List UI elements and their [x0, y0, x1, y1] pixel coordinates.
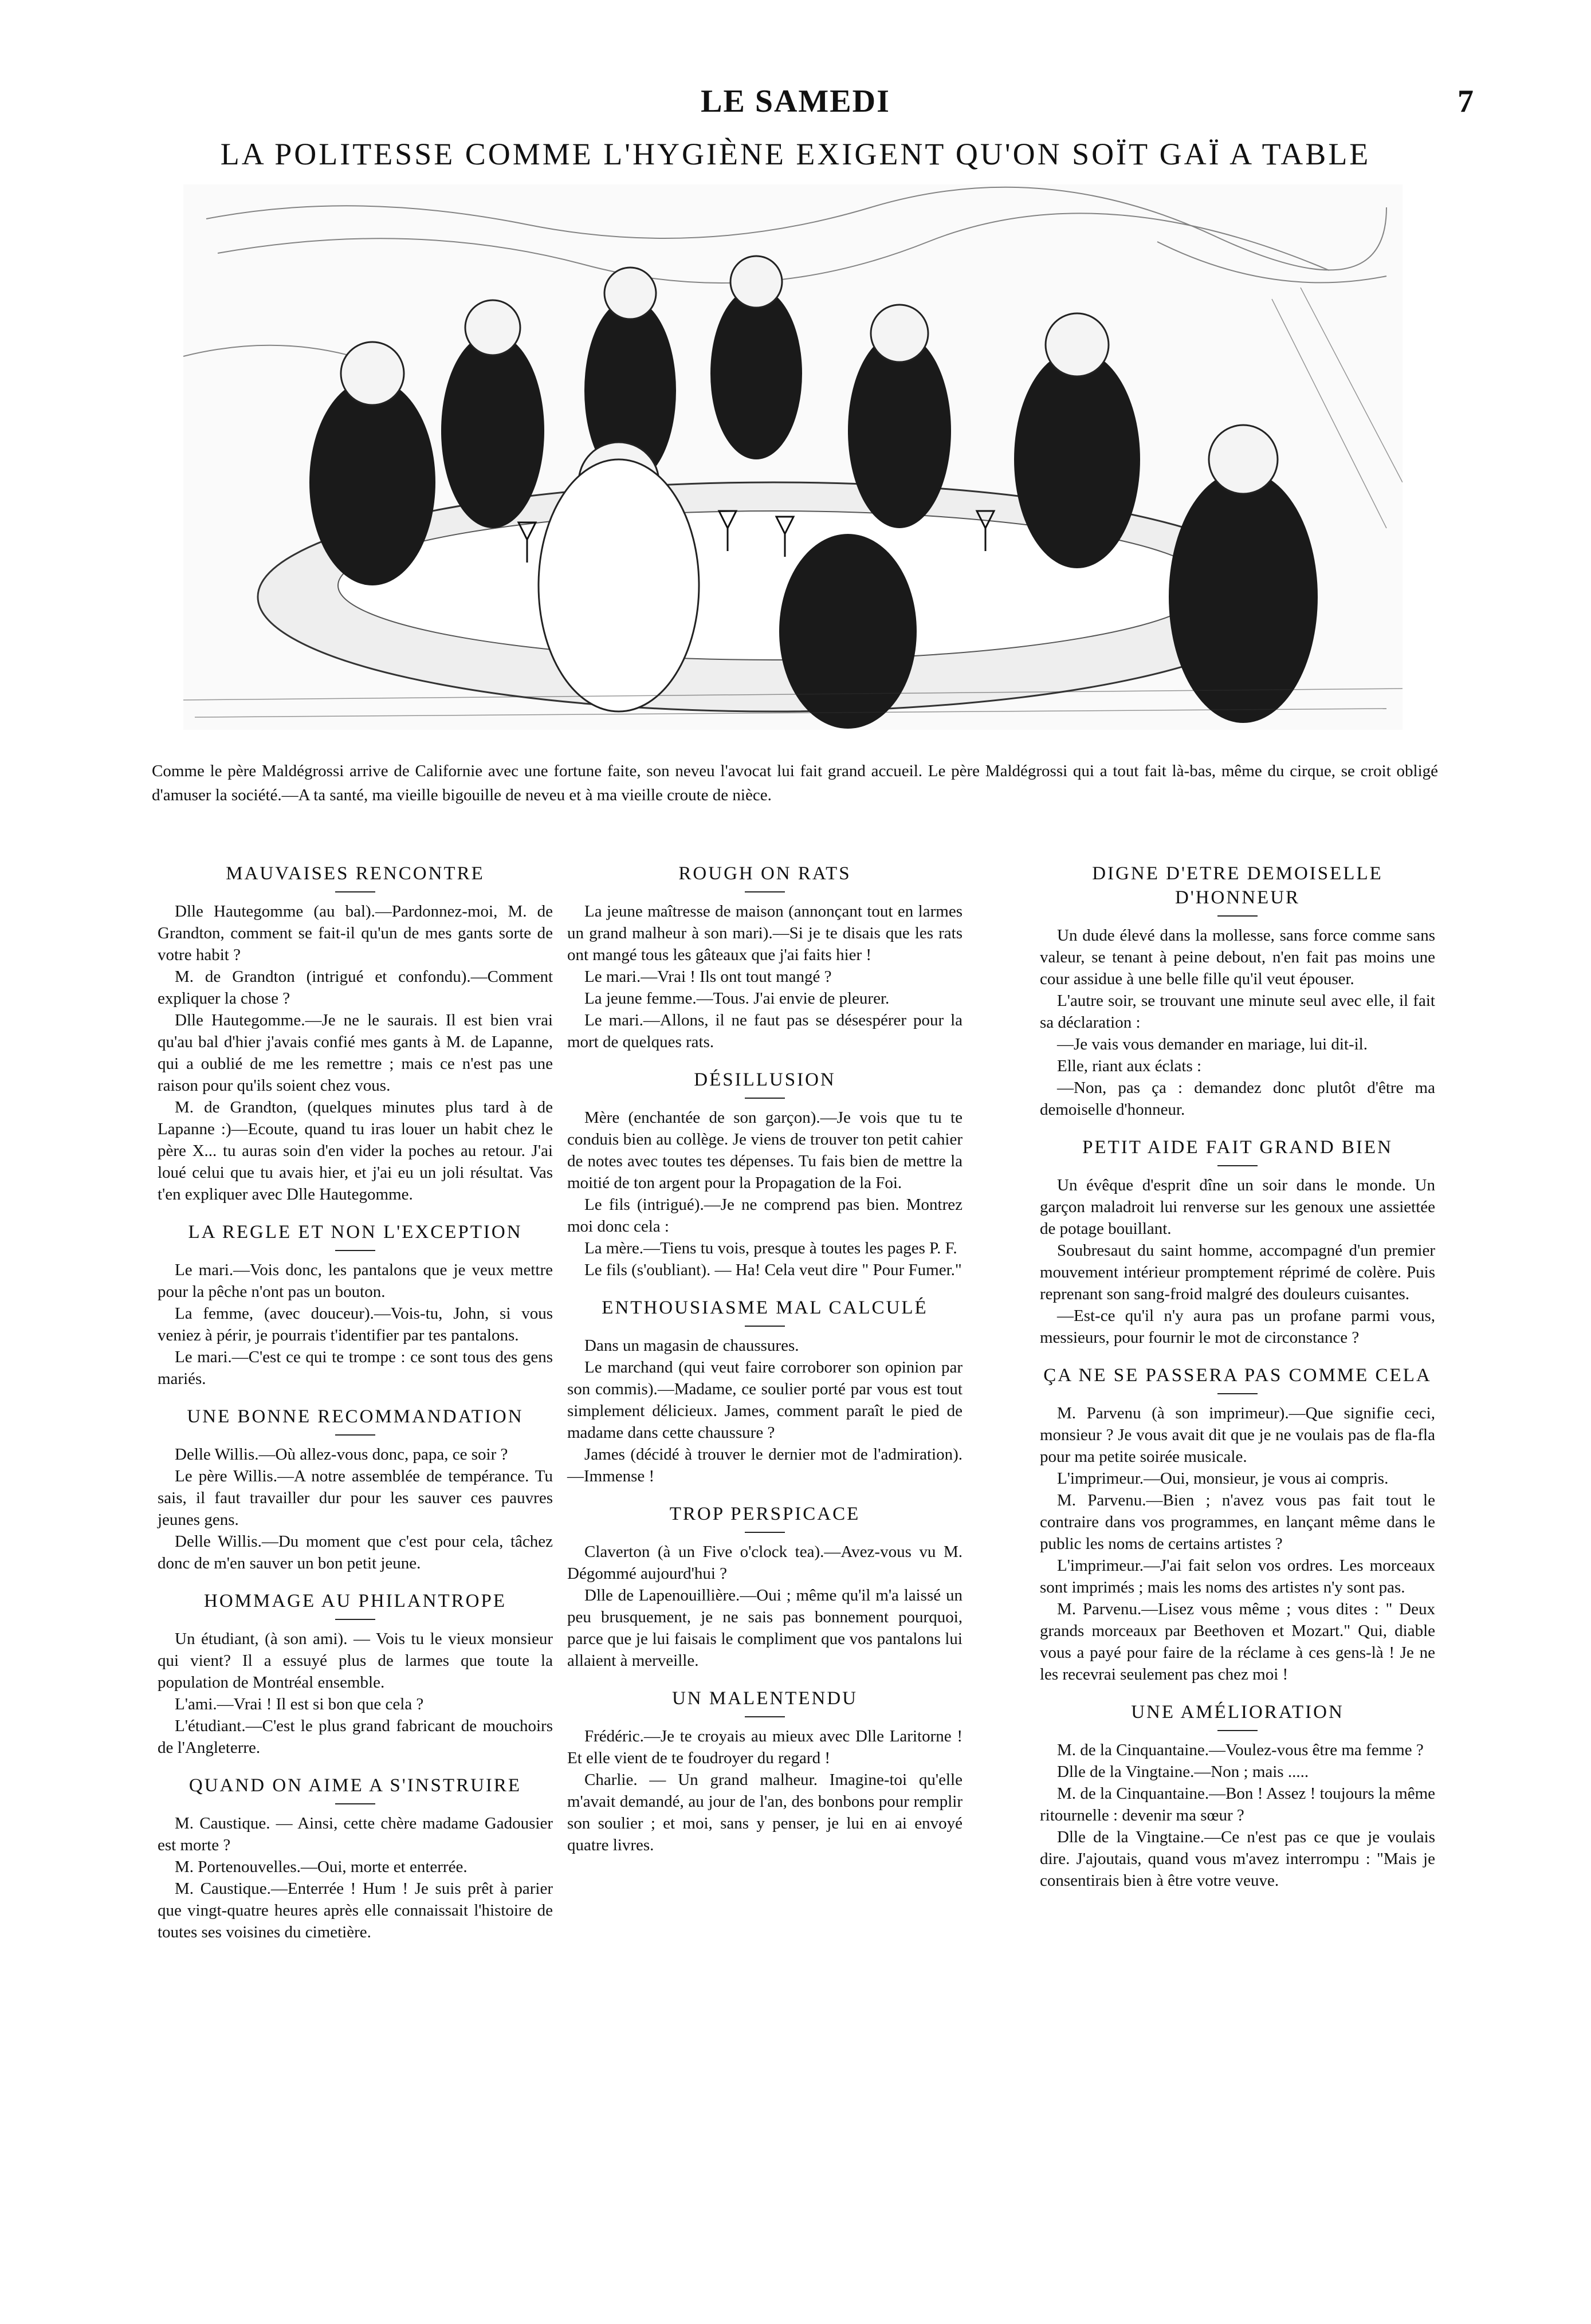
article-paragraph: James (décidé à trouver le dernier mot de l'admiration).—Immense !: [567, 1445, 963, 1485]
article-paragraph: Soubresaut du saint homme, accompagné d'un premier mouvement intérieur promptement réprimé de colère. Puis reprenant son sang-froid malgré des douleurs cuisantes.: [1040, 1241, 1435, 1303]
illustration-caption: Comme le père Maldégrossi arrive de Californie avec une fortune faite, son neveu l'avocat lui fait grand accueil. Le père Maldégrossi qui a tout fait là-bas, même du cirque, se croit obligé d'amuser la société.—A ta santé, ma vieille bigouille de neveu et à ma vieille croute de nièce.: [152, 762, 1438, 804]
article-paragraph: Un évêque d'esprit dîne un soir dans le monde. Un garçon maladroit lui renverse sur les genoux une assiettée de potage bouillant.: [1040, 1176, 1435, 1238]
article-paragraph: M. de Grandton (intrigué et confondu).—Comment expliquer la chose ?: [158, 968, 553, 1008]
article-title: DIGNE D'ETRE DEMOISELLE D'HONNEUR: [1092, 863, 1383, 908]
article-title: LA REGLE ET NON L'EXCEPTION: [188, 1222, 523, 1242]
title-rule: [745, 1532, 785, 1533]
article-paragraph: Dans un magasin de chaussures.: [584, 1336, 799, 1355]
title-rule: [745, 1326, 785, 1327]
article-paragraph: L'imprimeur.—J'ai fait selon vos ordres. Les morceaux sont imprimés ; mais les noms des artistes n'y sont pas.: [1040, 1556, 1435, 1596]
title-rule: [1217, 1393, 1258, 1394]
article-paragraph: Le mari.—Allons, il ne faut pas se désespérer pour la mort de quelques rats.: [567, 1011, 963, 1051]
article-paragraph: Le marchand (qui veut faire corroborer son opinion par son commis).—Madame, ce soulier porté par vous est tout simplement délicieux. James, comment paraît le pied de madame dans cette chaussure ?: [567, 1358, 963, 1442]
column-right: [1040, 859, 1435, 1892]
article-paragraph: L'imprimeur.—Oui, monsieur, je vous ai compris.: [1057, 1469, 1389, 1488]
article-title: PETIT AIDE FAIT GRAND BIEN: [1082, 1137, 1393, 1158]
title-rule: [1217, 1730, 1258, 1731]
article-title: UNE BONNE RECOMMANDATION: [187, 1406, 524, 1427]
article-paragraph: L'ami.—Vrai ! Il est si bon que cela ?: [175, 1695, 424, 1713]
article-paragraph: L'autre soir, se trouvant une minute seul avec elle, il fait sa déclaration :: [1040, 992, 1435, 1032]
article-paragraph: La jeune femme.—Tous. J'ai envie de pleurer.: [584, 989, 890, 1008]
article-title: DÉSILLUSION: [694, 1069, 836, 1090]
article-title: MAUVAISES RENCONTRE: [226, 863, 485, 884]
title-rule: [335, 1250, 375, 1251]
article-paragraph: Dlle Hautegomme (au bal).—Pardonnez-moi, M. de Grandton, comment se fait-il qu'un de mes gants sorte de votre habit ?: [158, 902, 553, 964]
article-paragraph: —Est-ce qu'il n'y aura pas un profane parmi vous, messieurs, pour fournir le mot de circonstance ?: [1040, 1307, 1435, 1347]
article-paragraph: L'étudiant.—C'est le plus grand fabricant de mouchoirs de l'Angleterre.: [158, 1717, 553, 1757]
title-rule: [745, 891, 785, 892]
article-paragraph: Dlle Hautegomme.—Je ne le saurais. Il est bien vrai qu'au bal d'hier j'avais confié mes gants à M. de Lapanne, qui a oublié de me les remettre ; mais ce n'est pas une raison pour qu'ils soient chez vous.: [158, 1011, 553, 1095]
article-paragraph: Elle, riant aux éclats :: [1057, 1057, 1202, 1075]
article-paragraph: M. Parvenu.—Bien ; n'avez vous pas fait tout le contraire dans vos programmes, en lançant même dans le public les noms de certains artistes ?: [1040, 1491, 1435, 1553]
article-paragraph: Frédéric.—Je te croyais au mieux avec Dlle Laritorne ! Et elle vient de te foudroyer du regard !: [567, 1727, 963, 1767]
article-paragraph: M. de la Cinquantaine.—Bon ! Assez ! toujours la même ritournelle : devenir ma sœur ?: [1040, 1784, 1435, 1824]
title-rule: [335, 1803, 375, 1804]
article-title: ÇA NE SE PASSERA PAS COMME CELA: [1043, 1365, 1432, 1386]
article-paragraph: La jeune maîtresse de maison (annonçant tout en larmes un grand malheur à son mari).—Si je te disais que les rats ont mangé tous les gâteaux que j'ai faits hier !: [567, 902, 963, 964]
article-title: HOMMAGE AU PHILANTROPE: [203, 1591, 507, 1611]
article-title: ROUGH ON RATS: [678, 863, 851, 884]
column-left: [158, 859, 553, 1943]
title-rule: [745, 1716, 785, 1717]
illustration-headline: LA POLITESSE COMME L'HYGIÈNE EXIGENT QU'ON SOÏT GAÏ A TABLE: [220, 137, 1371, 171]
title-rule: [335, 1434, 375, 1436]
article-paragraph: Un dude élevé dans la mollesse, sans force comme sans valeur, se tenant à peine debout, n'en fait pas moins une cour assidue à une belle fille qu'il veut épouser.: [1040, 926, 1435, 988]
article-paragraph: M. Parvenu (à son imprimeur).—Que signifie ceci, monsieur ? Je vous avait dit que je ne voulais pas de fla-fla pour ma petite soirée musicale.: [1040, 1404, 1435, 1466]
article-title: UNE AMÉLIORATION: [1131, 1702, 1344, 1723]
article-paragraph: Le père Willis.—A notre assemblée de tempérance. Tu sais, il faut travailler dur pour les sauver ces pauvres jeunes gens.: [158, 1467, 553, 1529]
dinner-party-illustration: [183, 184, 1403, 730]
article-paragraph: Dlle de la Vingtaine.—Non ; mais .....: [1057, 1763, 1309, 1781]
title-rule: [1217, 915, 1258, 917]
article-paragraph: Le mari.—Vrai ! Ils ont tout mangé ?: [584, 968, 832, 986]
article-paragraph: La mère.—Tiens tu vois, presque à toutes les pages P. F.: [584, 1239, 957, 1257]
article-title: UN MALENTENDU: [671, 1688, 858, 1709]
article-paragraph: La femme, (avec douceur).—Vois-tu, John, si vous veniez à périr, je pourrais t'identifier par tes pantalons.: [158, 1304, 553, 1344]
article-paragraph: Dlle de la Vingtaine.—Ce n'est pas ce que je voulais dire. J'ajoutais, quand vous m'avez interrompu : "Mais je consentirais bien à être votre veuve.: [1040, 1828, 1435, 1890]
article-paragraph: M. de Grandton, (quelques minutes plus tard à de Lapanne :)—Ecoute, quand tu iras louer un habit chez le père X... tu auras soin d'en vider la poches au retour. J'ai loué celui que tu avais hier, et j'ai eu un joli résultat. Vas t'en expliquer avec Dlle Hautegomme.: [158, 1098, 553, 1204]
article-paragraph: Delle Willis.—Du moment que c'est pour cela, tâchez donc de m'en sauver un bon petit jeune.: [158, 1532, 553, 1572]
article-paragraph: M. Caustique. — Ainsi, cette chère madame Gadousier est morte ?: [158, 1814, 553, 1854]
article-paragraph: Delle Willis.—Où allez-vous donc, papa, ce soir ?: [175, 1445, 508, 1464]
article-paragraph: Mère (enchantée de son garçon).—Je vois que tu te conduis bien au collège. Je viens de trouver ton petit cahier de notes avec toutes tes dépenses. Tu fais bien de mettre la moitié de ton argent pour la Propagation de la Foi.: [567, 1108, 963, 1192]
article-paragraph: M. Parvenu.—Lisez vous même ; vous dites : " Deux grands morceaux par Beethoven et Mozart." Qui, diable vous a payé pour faire de la réclame à ces gens-là ! Je ne les recevrai seulement pas chez moi !: [1040, 1600, 1435, 1684]
article-paragraph: Dlle de Lapenouillière.—Oui ; même qu'il m'a laissé un peu brusquement, je ne sais pas bonnement pourquoi, parce que je lui faisais le compliment que vos pantalons lui allaient à merveille.: [567, 1586, 963, 1670]
article-paragraph: Charlie. — Un grand malheur. Imagine-toi qu'elle m'avait demandé, au jour de l'an, des bonbons pour remplir son soulier ; et moi, sans y penser, je lui en ai envoyé quatre livres.: [567, 1771, 963, 1854]
article-title: ENTHOUSIASME MAL CALCULÉ: [602, 1297, 928, 1318]
article-paragraph: —Non, pas ça : demandez donc plutôt d'être ma demoiselle d'honneur.: [1040, 1079, 1435, 1119]
article-paragraph: Un étudiant, (à son ami). — Vois tu le vieux monsieur qui vient? Il a essuyé plus de larmes que toute la population de Montréal ensemble.: [158, 1630, 553, 1692]
article-title: TROP PERSPICACE: [669, 1504, 861, 1524]
article-paragraph: —Je vais vous demander en mariage, lui dit-il.: [1057, 1035, 1368, 1053]
article-title: QUAND ON AIME A S'INSTRUIRE: [188, 1775, 522, 1796]
page-number: 7: [1458, 84, 1474, 119]
column-middle: [567, 859, 963, 1856]
article-paragraph: Le fils (intrigué).—Je ne comprend pas bien. Montrez moi donc cela :: [567, 1196, 963, 1236]
article-paragraph: Claverton (à un Five o'clock tea).—Avez-vous vu M. Dégommé aujourd'hui ?: [567, 1543, 963, 1583]
title-rule: [335, 891, 375, 892]
title-rule: [1217, 1165, 1258, 1166]
title-rule: [745, 1098, 785, 1099]
title-rule: [335, 1619, 375, 1620]
article-paragraph: Le mari.—Vois donc, les pantalons que je veux mettre pour la pêche n'ont pas un bouton.: [158, 1261, 553, 1301]
article-paragraph: Le mari.—C'est ce qui te trompe : ce sont tous des gens mariés.: [158, 1348, 553, 1388]
masthead: [0, 83, 1591, 117]
article-paragraph: M. de la Cinquantaine.—Voulez-vous être ma femme ?: [1057, 1741, 1424, 1759]
article-paragraph: M. Portenouvelles.—Oui, morte et enterrée.: [175, 1858, 468, 1876]
article-paragraph: M. Caustique.—Enterrée ! Hum ! Je suis prêt à parier que vingt-quatre heures après elle connaissait l'histoire de toutes ses voisines du cimetière.: [158, 1879, 553, 1941]
article-paragraph: Le fils (s'oubliant). — Ha! Cela veut dire " Pour Fumer.": [584, 1261, 962, 1279]
newspaper-title: LE SAMEDI: [701, 84, 890, 119]
